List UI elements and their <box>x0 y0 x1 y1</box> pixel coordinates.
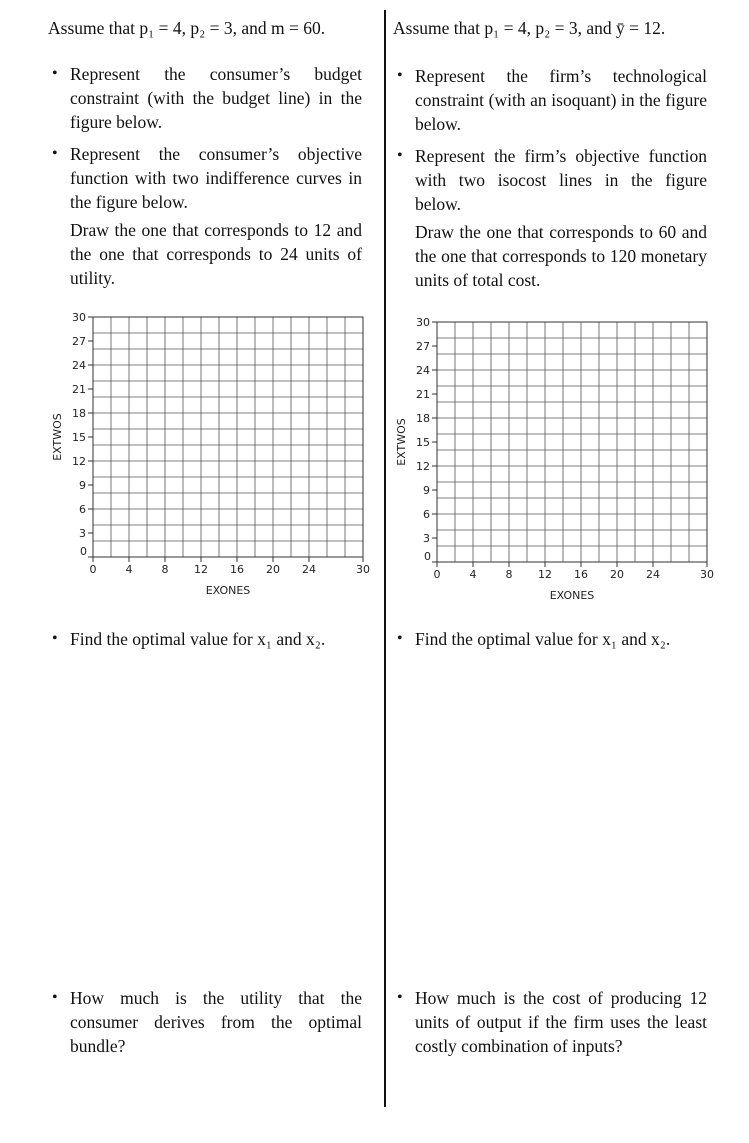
firm-grid-chart <box>392 311 722 607</box>
x-tick-label: 8 <box>505 568 513 581</box>
bullet-marker: • <box>52 630 58 647</box>
y-tick-label: 27 <box>416 340 430 353</box>
x-tick-label: 30 <box>700 568 714 581</box>
firm-isocost-text: Represent the firm’s objective function with two isocost lines in the figure below. <box>415 146 707 214</box>
y-tick-label: 0 <box>80 545 87 558</box>
y-tick-label: 21 <box>416 388 430 401</box>
x-tick-label: 30 <box>356 563 370 576</box>
y-axis-title: EXTWOS <box>51 413 64 461</box>
x-tick-label: 8 <box>161 563 169 576</box>
consumer-utility-task <box>52 986 362 1058</box>
consumer-indifference-task <box>52 142 362 290</box>
firm-optimal-text: Find the optimal value for x₁ and x₂. <box>415 629 671 649</box>
bullet-marker: • <box>397 147 403 164</box>
firm-technology-task <box>397 64 707 136</box>
firm-cost-text: How much is the cost of producing 12 units of output if the firm uses the least costly combination of inputs? <box>415 988 707 1056</box>
firm-isocost-task <box>397 144 707 292</box>
x-tick-label: 12 <box>538 568 552 581</box>
x-tick-label: 0 <box>433 568 441 581</box>
y-tick-label: 6 <box>423 508 430 521</box>
y-tick-label: 9 <box>79 479 86 492</box>
consumer-indifference-subtext: Draw the one that corresponds to 12 and the one that corresponds to 24 units of utility. <box>70 220 362 288</box>
y-tick-label: 21 <box>72 383 86 396</box>
firm-assumption: Assume that p₁ = 4, p₂ = 3, and ȳ = 12. <box>393 18 666 38</box>
column-divider <box>384 10 386 1107</box>
x-tick-label: 16 <box>230 563 244 576</box>
x-tick-label: 20 <box>266 563 280 576</box>
consumer-plot <box>48 306 378 602</box>
y-tick-label: 9 <box>423 484 430 497</box>
firm-optimal-task <box>397 627 707 651</box>
y-tick-label: 15 <box>416 436 430 449</box>
consumer-utility-text: How much is the utility that the consumer derives from the optimal bundle? <box>70 988 362 1056</box>
y-axis-title: EXTWOS <box>395 418 408 466</box>
consumer-indifference-text: Represent the consumer’s objective function with two indifference curves in the figure below. <box>70 144 362 212</box>
firm-isocost-subtext: Draw the one that corresponds to 60 and the one that corresponds to 120 monetary units of total cost. <box>415 222 707 290</box>
y-tick-label: 15 <box>72 431 86 444</box>
y-tick-label: 18 <box>416 412 430 425</box>
y-tick-label: 0 <box>424 550 431 563</box>
x-tick-label: 24 <box>302 563 316 576</box>
consumer-optimal-task <box>52 627 362 651</box>
consumer-grid-chart <box>48 306 378 602</box>
x-tick-label: 24 <box>646 568 660 581</box>
firm-technology-text: Represent the firm’s technological constraint (with an isoquant) in the figure below. <box>415 66 707 134</box>
y-tick-label: 24 <box>72 359 86 372</box>
y-tick-label: 18 <box>72 407 86 420</box>
x-tick-label: 16 <box>574 568 588 581</box>
y-tick-label: 30 <box>72 311 86 324</box>
x-tick-label: 12 <box>194 563 208 576</box>
y-tick-label: 24 <box>416 364 430 377</box>
x-tick-label: 20 <box>610 568 624 581</box>
bullet-marker: • <box>52 989 58 1006</box>
consumer-budget-text: Represent the consumer’s budget constraint (with the budget line) in the figure below. <box>70 64 362 132</box>
bullet-marker: • <box>397 67 403 84</box>
x-tick-label: 0 <box>89 563 97 576</box>
y-tick-label: 12 <box>416 460 430 473</box>
bullet-marker: • <box>52 145 58 162</box>
consumer-assumption: Assume that p₁ = 4, p₂ = 3, and m = 60. <box>48 18 326 38</box>
x-axis-title: EXONES <box>549 589 595 602</box>
consumer-budget-task <box>52 62 362 134</box>
bullet-marker: • <box>397 630 403 647</box>
x-axis-title: EXONES <box>205 584 251 597</box>
plot-frame <box>437 322 707 562</box>
consumer-optimal-text: Find the optimal value for x₁ and x₂. <box>70 629 326 649</box>
y-tick-label: 6 <box>79 503 86 516</box>
firm-cost-task <box>397 986 707 1058</box>
x-tick-label: 4 <box>469 568 477 581</box>
firm-plot <box>392 311 722 607</box>
y-tick-label: 12 <box>72 455 86 468</box>
y-tick-label: 27 <box>72 335 86 348</box>
y-tick-label: 3 <box>79 527 86 540</box>
bullet-marker: • <box>52 65 58 82</box>
y-tick-label: 30 <box>416 316 430 329</box>
plot-frame <box>93 317 363 557</box>
x-tick-label: 4 <box>125 563 133 576</box>
y-tick-label: 3 <box>423 532 430 545</box>
bullet-marker: • <box>397 989 403 1006</box>
